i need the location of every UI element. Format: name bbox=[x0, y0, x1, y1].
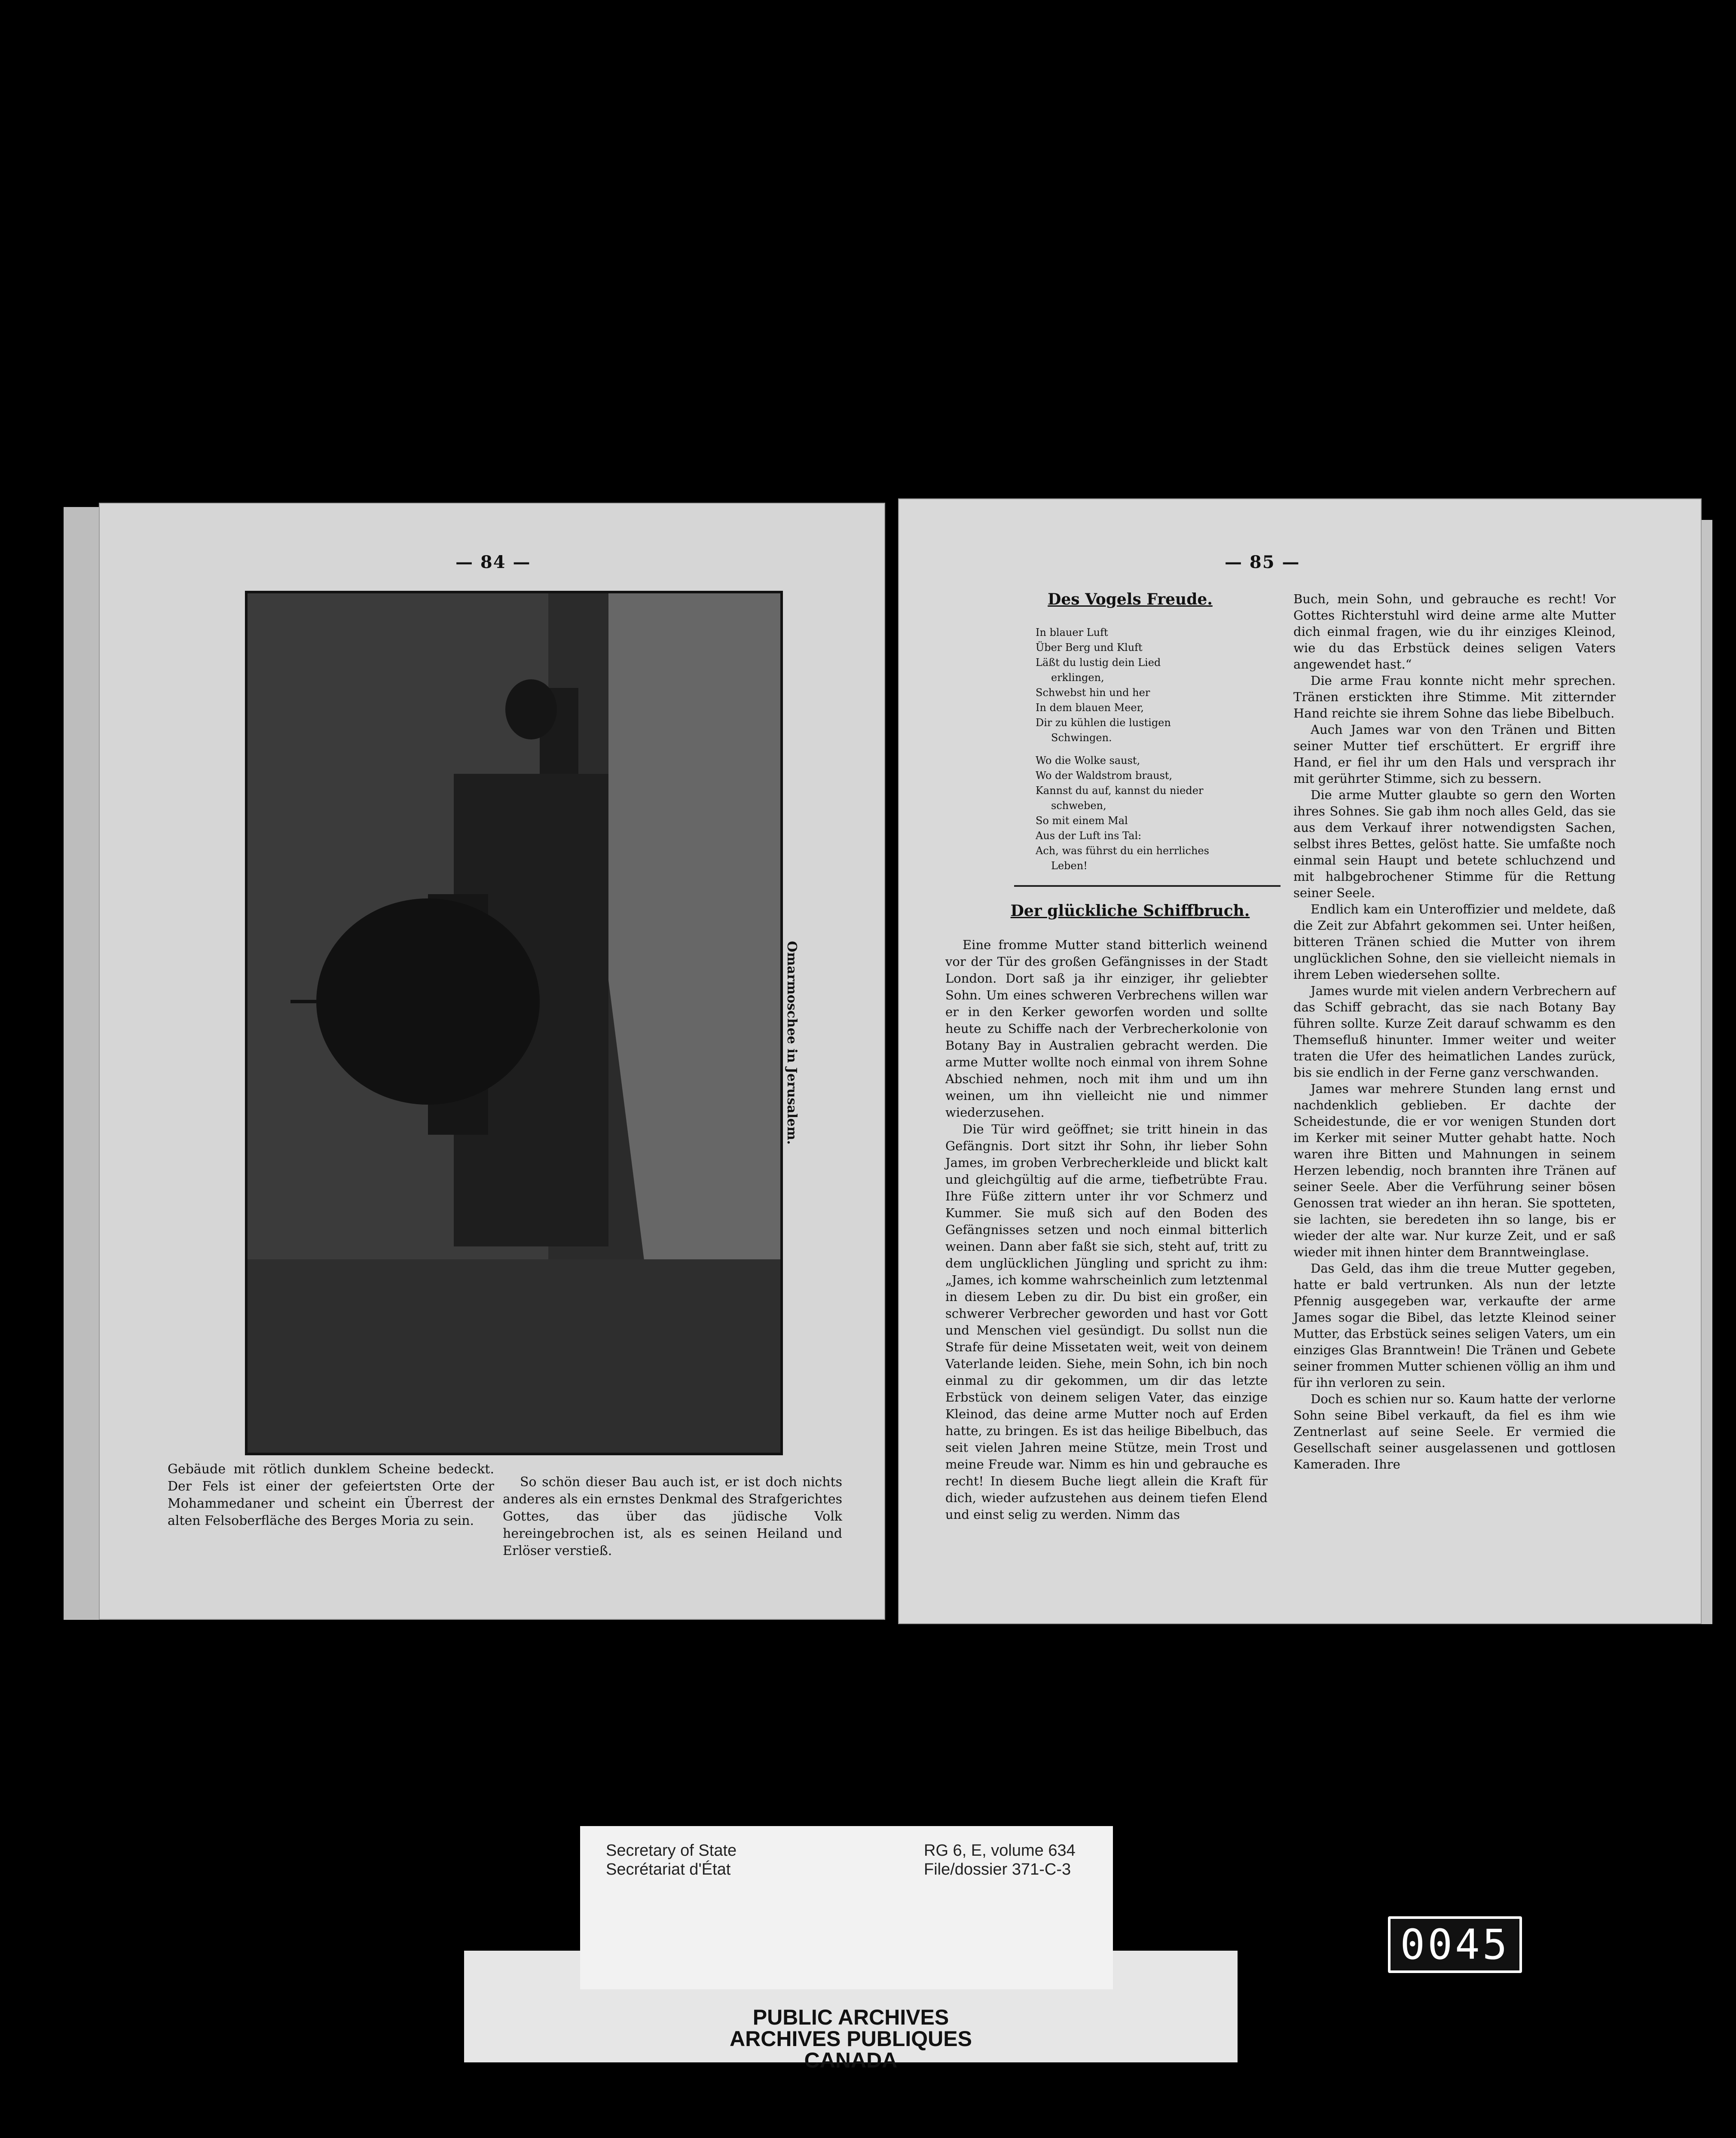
left-page-edge bbox=[64, 507, 102, 1620]
archive-card-right: RG 6, E, volume 634 File/dossier 371-C-3 bbox=[924, 1842, 1076, 1878]
left-page-col2: So schön dieser Bau auch ist, er ist doch nichts anderes als ein ernstes Denkmal des Strafgerichtes Gottes, das über das jüdische Volk hereingebrochen ist, als es seinen Heiland und Erlöser verstieß. bbox=[503, 1475, 842, 1558]
left-page-col1: Gebäude mit rötlich dunklem Scheine bedeckt. Der Fels ist einer der gefeiertsten Orte der Mohammedaner und scheint ein Überrest der alten Felsoberfläche des Berges Moria zu sein. bbox=[168, 1462, 494, 1528]
page-number-84: — 84 — bbox=[455, 552, 531, 572]
poem-stanza-2: Wo die Wolke saust, Wo der Waldstrom braust, Kannst du auf, kannst du nieder schweben, So mit einem Mal Aus der Luft ins Tal: Ach, was führst du ein herrliches Leben! bbox=[1036, 754, 1209, 872]
poem bbox=[1036, 625, 1259, 881]
frame-number: 0045 bbox=[1388, 1916, 1522, 1973]
story-right-column: Buch, mein Sohn, und gebrauche es recht! Vor Gottes Richterstuhl wird deine arme alte Mutter dich einmal fragen, wie du ihr einziges Kleinod, wie du das Erbstück deines seligen Vaters angewendet hast.“ Die arme Frau konnte nicht mehr sprechen. Tränen erstickten ihre Stimme. Mit zitternder Hand reichte sie ihrem Sohne das liebe Bibelbuch. Auch James war von den Tränen und Bitten seiner Mutter tief erschüttert. Er ergriff ihre Hand, er fiel ihr um den Hals und versprach ihr mit gerührter Stimme, sich zu bessern. Die arme Mutter glaubte so gern den Worten ihres Sohnes. Sie gab ihm noch alles Geld, das sie aus dem Verkauf ihrer notwendigsten Sachen, selbst ihres Bettes, gelöst hatte. Sie umfaßte noch einmal sein Haupt und betete schluchzend und mit halbgebrochener Stimme für die Rettung seiner Seele. Endlich kam ein Unteroffizier und meldete, daß die Zeit zur Abfahrt gekommen sei. Unter heißen, bitteren Tränen schied die Mutter von ihrem unglücklichen Sohne, den sie vielleicht niemals in ihrem Leben wiedersehen sollte. James wurde mit vielen andern Verbrechern auf das Schiff gebracht, das sie nach Botany Bay führen sollte. Kurze Zeit darauf schwamm es den Themsefluß hinunter. Immer weiter und weiter traten die Ufer des heimatlichen Landes zurück, bis sie endlich in der Ferne ganz verschwanden. James war mehrere Stunden lang ernst und nachdenklich geblieben. Er dachte der Scheidestunde, die er vor wenigen Stunden dort im Kerker mit seiner Mutter gehabt hatte. Noch waren ihre Bitten und Mahnungen in seinem Herzen lebendig, noch brannten ihre Tränen auf seiner Seele. Aber die Verführung seiner bösen Genossen trat wieder an ihn heran. Sie spotteten, sie lachten, sie beredeten ihn so lange, bis er wieder der alte war. Nur kurze Zeit, und er saß wieder mit ihnen hinter dem Branntweinglase. Das Geld, das ihm die treue Mutter gegeben, hatte er bald vertrunken. Als nun der letzte Pfennig ausgegeben war, verkaufte der arme James sogar die Bibel, das letzte Kleinod seiner Mutter, das Erbstück seines seligen Vaters, um ein einziges Glas Branntwein! Die Tränen und Gebete seiner frommen Mutter schienen völlig an ihm und für ihn verloren zu sein. Doch es schien nur so. Kaum hatte der verlorne Sohn seine Bibel verkauft, da fiel es ihm wie Zentnerlast auf seine Seele. Er vermied die Gesellschaft seiner ausgelassenen und gottlosen Kameraden. Ihre bbox=[1293, 592, 1616, 1472]
archive-banner-text: PUBLIC ARCHIVES ARCHIVES PUBLIQUES CANADA bbox=[730, 2005, 972, 2072]
poem-title: Des Vogels Freude. bbox=[1048, 590, 1213, 608]
archive-card-left: Secretary of State Secrétariat d'État bbox=[606, 1842, 737, 1878]
photo-caption: Omarmoschee in Jerusalem. bbox=[784, 941, 799, 1145]
page-number-85: — 85 — bbox=[1225, 552, 1300, 572]
story-title: Der glückliche Schiffbruch. bbox=[1010, 902, 1250, 920]
poem-stanza-1: In blauer Luft Über Berg und Kluft Läßt du lustig dein Lied erklingen, Schwebst hin und her In dem blauen Meer, Dir zu kühlen die lustigen Schwingen. bbox=[1036, 626, 1171, 744]
mosque-photo bbox=[245, 591, 783, 1455]
divider-rule bbox=[1014, 885, 1281, 887]
story-left-column: Eine fromme Mutter stand bitterlich weinend vor der Tür des großen Gefängnisses in der Stadt London. Dort saß ja ihr einziger, ihr geliebter Sohn. Um eines schweren Verbrechens willen war er in den Kerker geworfen worden und sollte heute zu Schiffe nach der Verbrecherkolonie von Botany Bay in Australien gebracht werden. Die arme Mutter wollte noch einmal von ihrem Sohne Abschied nehmen, noch mit ihm und um ihn weinen, um ihn vielleicht nie und nimmer wiederzusehen. Die Tür wird geöffnet; sie tritt hinein in das Gefängnis. Dort sitzt ihr Sohn, ihr lieber Sohn James, im groben Verbrecherkleide und blickt kalt und gleichgültig auf die arme, tiefbetrübte Frau. Ihre Füße zittern unter ihr vor Schmerz und Kummer. Sie muß sich auf den Boden des Gefängnisses setzen und noch einmal bitterlich weinen. Dann aber faßt sie sich, steht auf, tritt zu dem unglücklichen Jüngling und spricht zu ihm: „James, ich komme wahrscheinlich zum letztenmal in diesem Leben zu dir. Du bist ein großer, ein schwerer Verbrecher geworden und hast vor Gott und Menschen viel gesündigt. Du sollst nun die Strafe für deine Missetaten weit, weit von deinem Vaterlande leiden. Siehe, mein Sohn, ich bin noch einmal zu dir gekommen, um dir das letzte Erbstück von deinem seligen Vater, das einzige Kleinod, das deine arme Mutter noch auf Erden hatte, zu bringen. Es ist das heilige Bibelbuch, das seit vielen Jahren meine Stütze, mein Trost und meine Freude war. Nimm es hin und gebrauche es recht! In diesem Buche liegt allein die Kraft für dich, wieder aufzustehen aus deinem tiefen Elend und einst selig zu werden. Nimm das bbox=[945, 938, 1268, 1522]
